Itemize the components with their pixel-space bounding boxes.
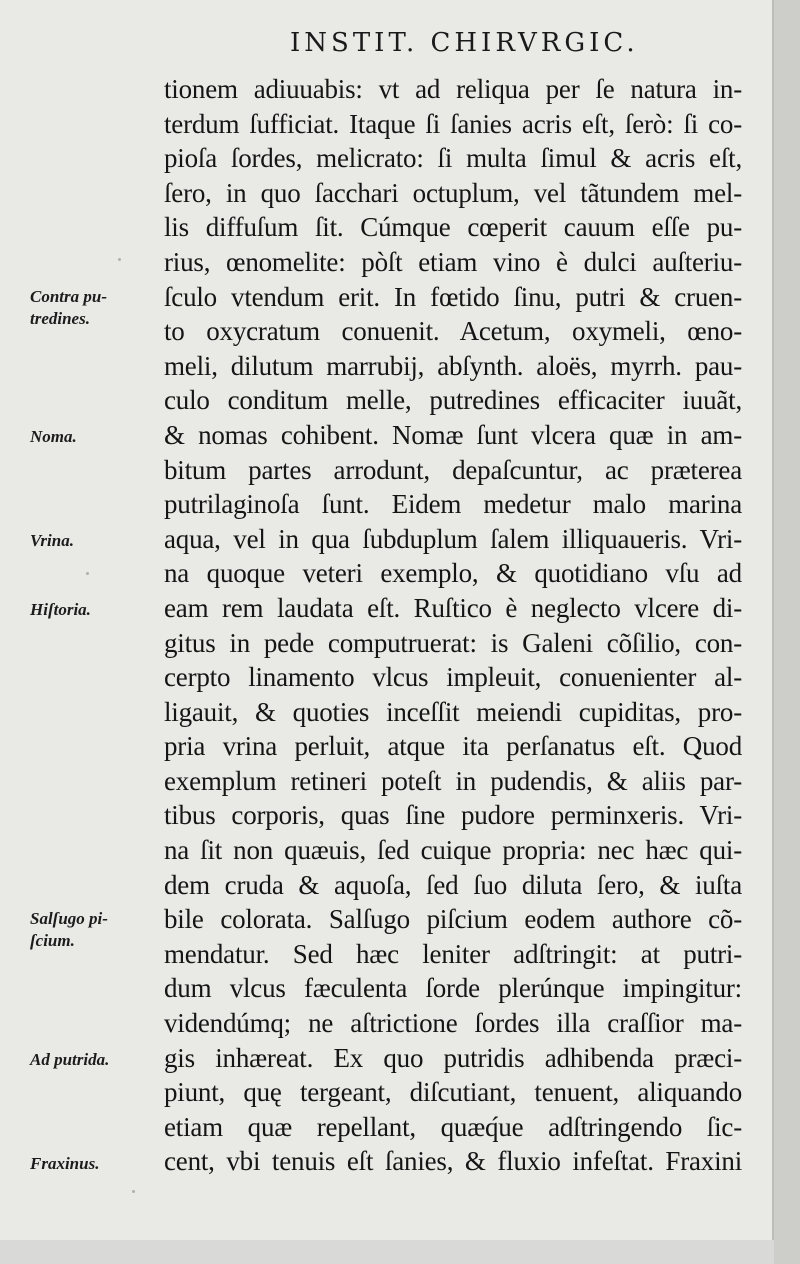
text-line: videndúmq; ne aſtrictione ſordes illa craſſior ma-	[164, 1008, 742, 1039]
body-text	[164, 72, 742, 1179]
text-line: culo conditum melle, putredines efficaciter iuuãt,	[164, 385, 742, 416]
text-line: cent, vbi tenuis eſt ſanies, & fluxio infeſtat. Fraxini	[164, 1146, 742, 1177]
text-line: dem cruda & aquoſa, ſed ſuo diluta ſero, & iuſta	[164, 869, 742, 900]
text-line: ſculo vtendum erit. In fœtido ſinu, putri & cruen-	[164, 281, 742, 312]
text-line: meli, dilutum marrubij, abſynth. aloës, myrrh. pau-	[164, 350, 742, 381]
text-line: piunt, quę tergeant, diſcutiant, tenuent, aliquando	[164, 1077, 742, 1108]
text-line: etiam quæ repellant, quæq́ue adſtringendo ſic-	[164, 1111, 742, 1142]
margin-note	[30, 286, 107, 330]
page-edge	[774, 0, 800, 1264]
text-line: na ſit non quæuis, ſed cuique propria: nec hæc qui-	[164, 835, 742, 866]
text-line: gitus in pede computruerat: is Galeni cõſilio, con-	[164, 627, 742, 658]
text-line: cerpto linamento vlcus impleuit, conuenienter al-	[164, 662, 742, 693]
margin-note-line: Noma.	[30, 427, 77, 446]
text-line: terdum ſufficiat. Itaque ſi ſanies acris eſt, ſerò: ſi co-	[164, 108, 742, 139]
margin-note-line: tredines.	[30, 308, 90, 328]
margin-note	[30, 599, 91, 621]
margin-note	[30, 426, 77, 448]
margin-note-line: Fraxinus.	[30, 1153, 100, 1173]
text-line: ligauit, & quoties inceſſit meiendi cupiditas, pro-	[164, 696, 742, 727]
text-line: bitum partes arrodunt, depaſcuntur, ac præterea	[164, 454, 742, 485]
text-line: aqua, vel in qua ſubduplum ſalem illiquaueris. Vri-	[164, 523, 742, 554]
text-line: exemplum retineri poteſt in pudendis, & aliis par-	[164, 765, 742, 796]
text-line: na quoque veteri exemplo, & quotidiano vſu ad	[164, 558, 742, 589]
paper-speck	[132, 1190, 135, 1193]
text-line: tibus corporis, quas ſine pudore perminxeris. Vri-	[164, 800, 742, 831]
text-line: bile colorata. Salſugo piſcium eodem authore cõ-	[164, 904, 742, 935]
text-line: rius, œnomelite: pòſt etiam vino è dulci auſteriu-	[164, 246, 742, 277]
paper-speck	[118, 258, 121, 261]
text-line: pioſa ſordes, melicrato: ſi multa ſimul & acris eſt,	[164, 143, 742, 174]
running-head: INSTIT. CHIRVRGIC.	[290, 28, 639, 58]
text-line: & nomas cohibent. Nomæ ſunt vlcera quæ in am-	[164, 419, 742, 450]
text-line: pria vrina perluit, atque ita perſanatus eſt. Quod	[164, 731, 742, 762]
text-line: tionem adiuuabis: vt ad reliqua per ſe natura in-	[164, 74, 742, 104]
margin-note-line: Ad putrida.	[30, 1049, 110, 1069]
margin-note	[30, 1153, 99, 1175]
margin-note-line: ſcium.	[30, 931, 75, 951]
margin-notes	[0, 0, 160, 1240]
margin-note-line: Hiſtoria.	[30, 600, 91, 619]
margin-note-line: Vrina.	[30, 530, 74, 550]
text-line: mendatur. Sed hæc leniter adſtringit: at putri-	[164, 938, 742, 969]
text-line: eam rem laudata eſt. Ruſtico è neglecto vlcere di-	[164, 592, 742, 623]
paper-speck	[86, 572, 89, 575]
text-line: lis diffuſum ſit. Cúmque cœperit cauum eſſe pu-	[164, 212, 742, 243]
text-line: gis inhæreat. Ex quo putridis adhibenda præci-	[164, 1042, 742, 1073]
margin-note-line: Salſugo pi-	[30, 909, 108, 929]
margin-note	[30, 530, 74, 552]
margin-note	[30, 908, 108, 952]
margin-note	[30, 1049, 109, 1071]
text-line: putrilaginoſa ſunt. Eidem medetur malo marina	[164, 489, 742, 520]
text-line: to oxycratum conuenit. Acetum, oxymeli, œno-	[164, 316, 742, 347]
text-line: dum vlcus fæculenta ſorde plerúnque impingitur:	[164, 973, 742, 1004]
text-line: ſero, in quo ſacchari octuplum, vel tãtundem mel-	[164, 177, 742, 208]
margin-note-line: Contra pu-	[30, 286, 107, 306]
